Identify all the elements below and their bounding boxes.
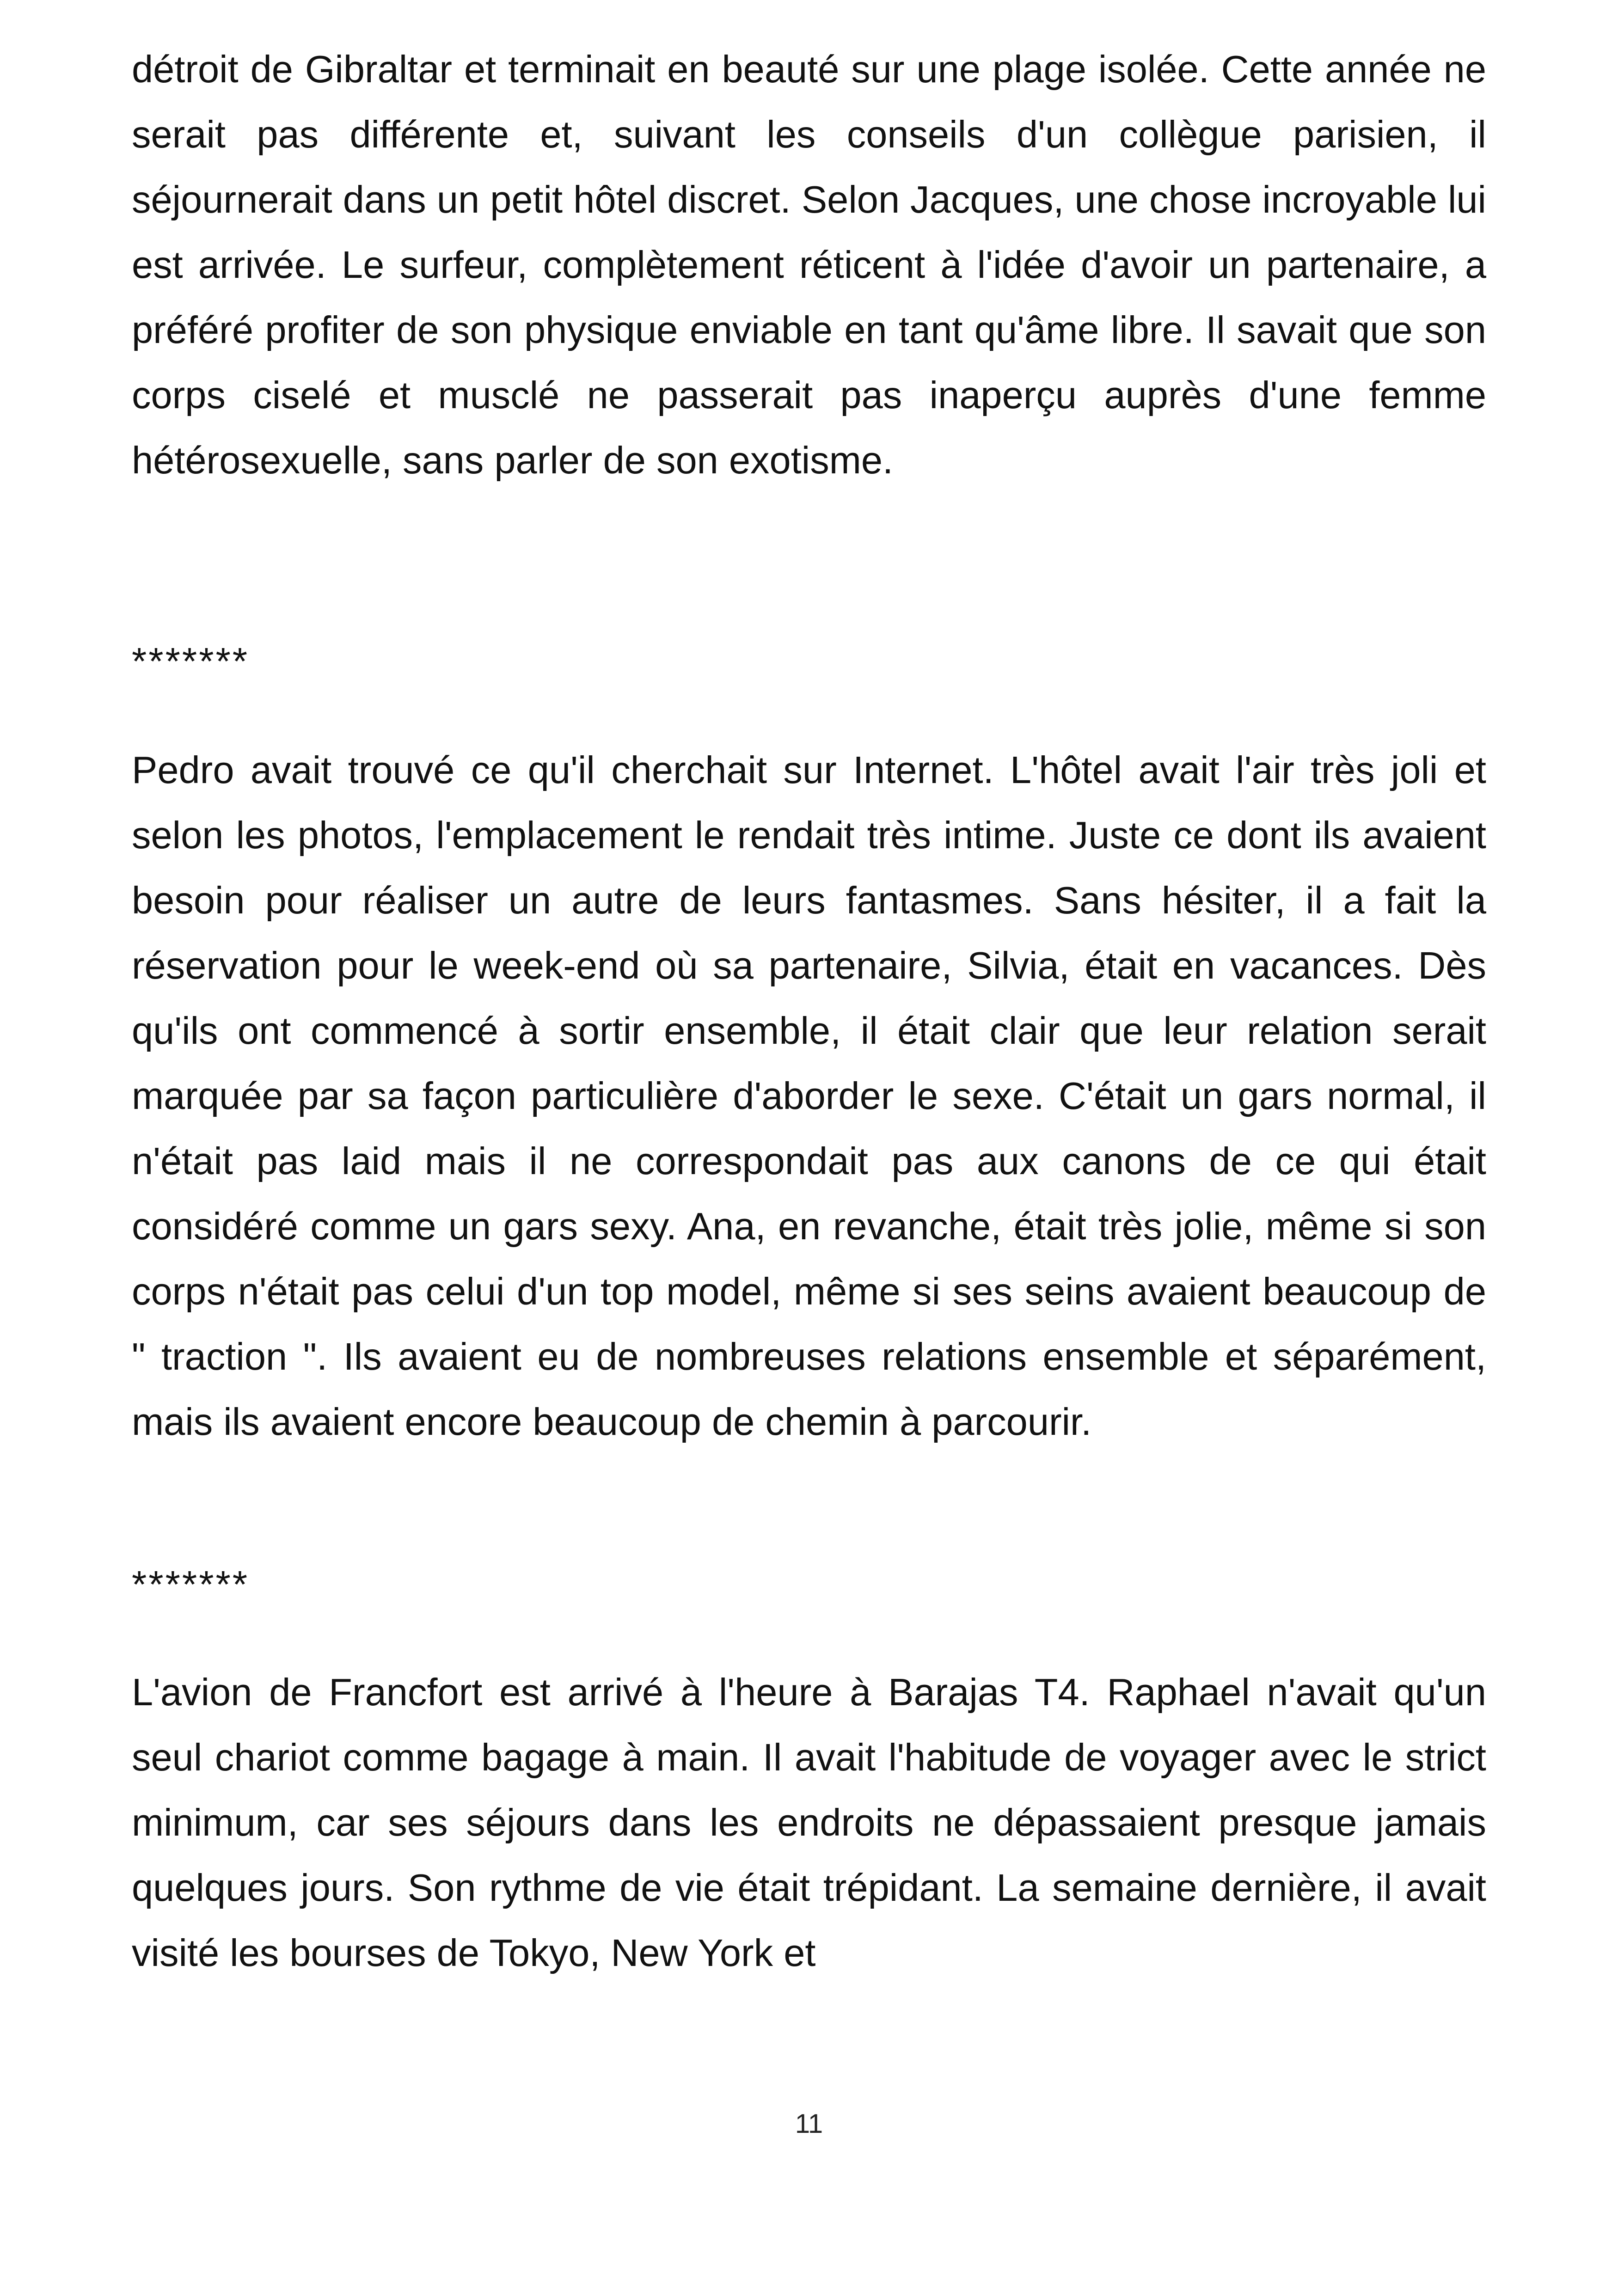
paragraph: Pedro avait trouvé ce qu'il cherchait sur Internet. L'hôtel avait l'air très joli et selon les photos, l'emplacement le rendait très intime. Juste ce dont ils avaient besoin pour réaliser un autre de leurs fantasmes. Sans hésiter, il a fait la réservation pour le week-end où sa partenaire, Silvia, était en vacances. Dès qu'ils ont commencé à sortir ensemble, il était clair que leur relation serait marquée par sa façon particulière d'aborder le sexe. C'était un gars normal, il n'était pas laid mais il ne correspondait pas aux canons de ce qui était considéré comme un gars sexy. Ana, en revanche, était très jolie, même si son corps n'était pas celui d'un top model, même si ses seins avaient beaucoup de " traction ". Ils avaient eu de nombreuses relations ensemble et séparément, mais ils avaient encore beaucoup de chemin à parcourir.: [132, 748, 1486, 1443]
section-separator: *******: [132, 640, 250, 683]
paragraph: détroit de Gibraltar et terminait en beauté sur une plage isolée. Cette année ne serait pas différente et, suivant les conseils d'un collègue parisien, il séjournerait dans un petit hôtel discret. Selon Jacques, une chose incroyable lui est arrivée. Le surfeur, complètement réticent à l'idée d'avoir un partenaire, a préféré profiter de son physique enviable en tant qu'âme libre. Il savait que son corps ciselé et musclé ne passerait pas inaperçu auprès d'une femme hétérosexuelle, sans parler de son exotisme.: [132, 48, 1486, 482]
page-number: 11: [795, 2109, 823, 2139]
section-separator: *******: [132, 1563, 250, 1606]
paragraph: L'avion de Francfort est arrivé à l'heure à Barajas T4. Raphael n'avait qu'un seul chariot comme bagage à main. Il avait l'habitude de voyager avec le strict minimum, car ses séjours dans les endroits ne dépassaient presque jamais quelques jours. Son rythme de vie était trépidant. La semaine dernière, il avait visité les bourses de Tokyo, New York et: [132, 1671, 1486, 1974]
